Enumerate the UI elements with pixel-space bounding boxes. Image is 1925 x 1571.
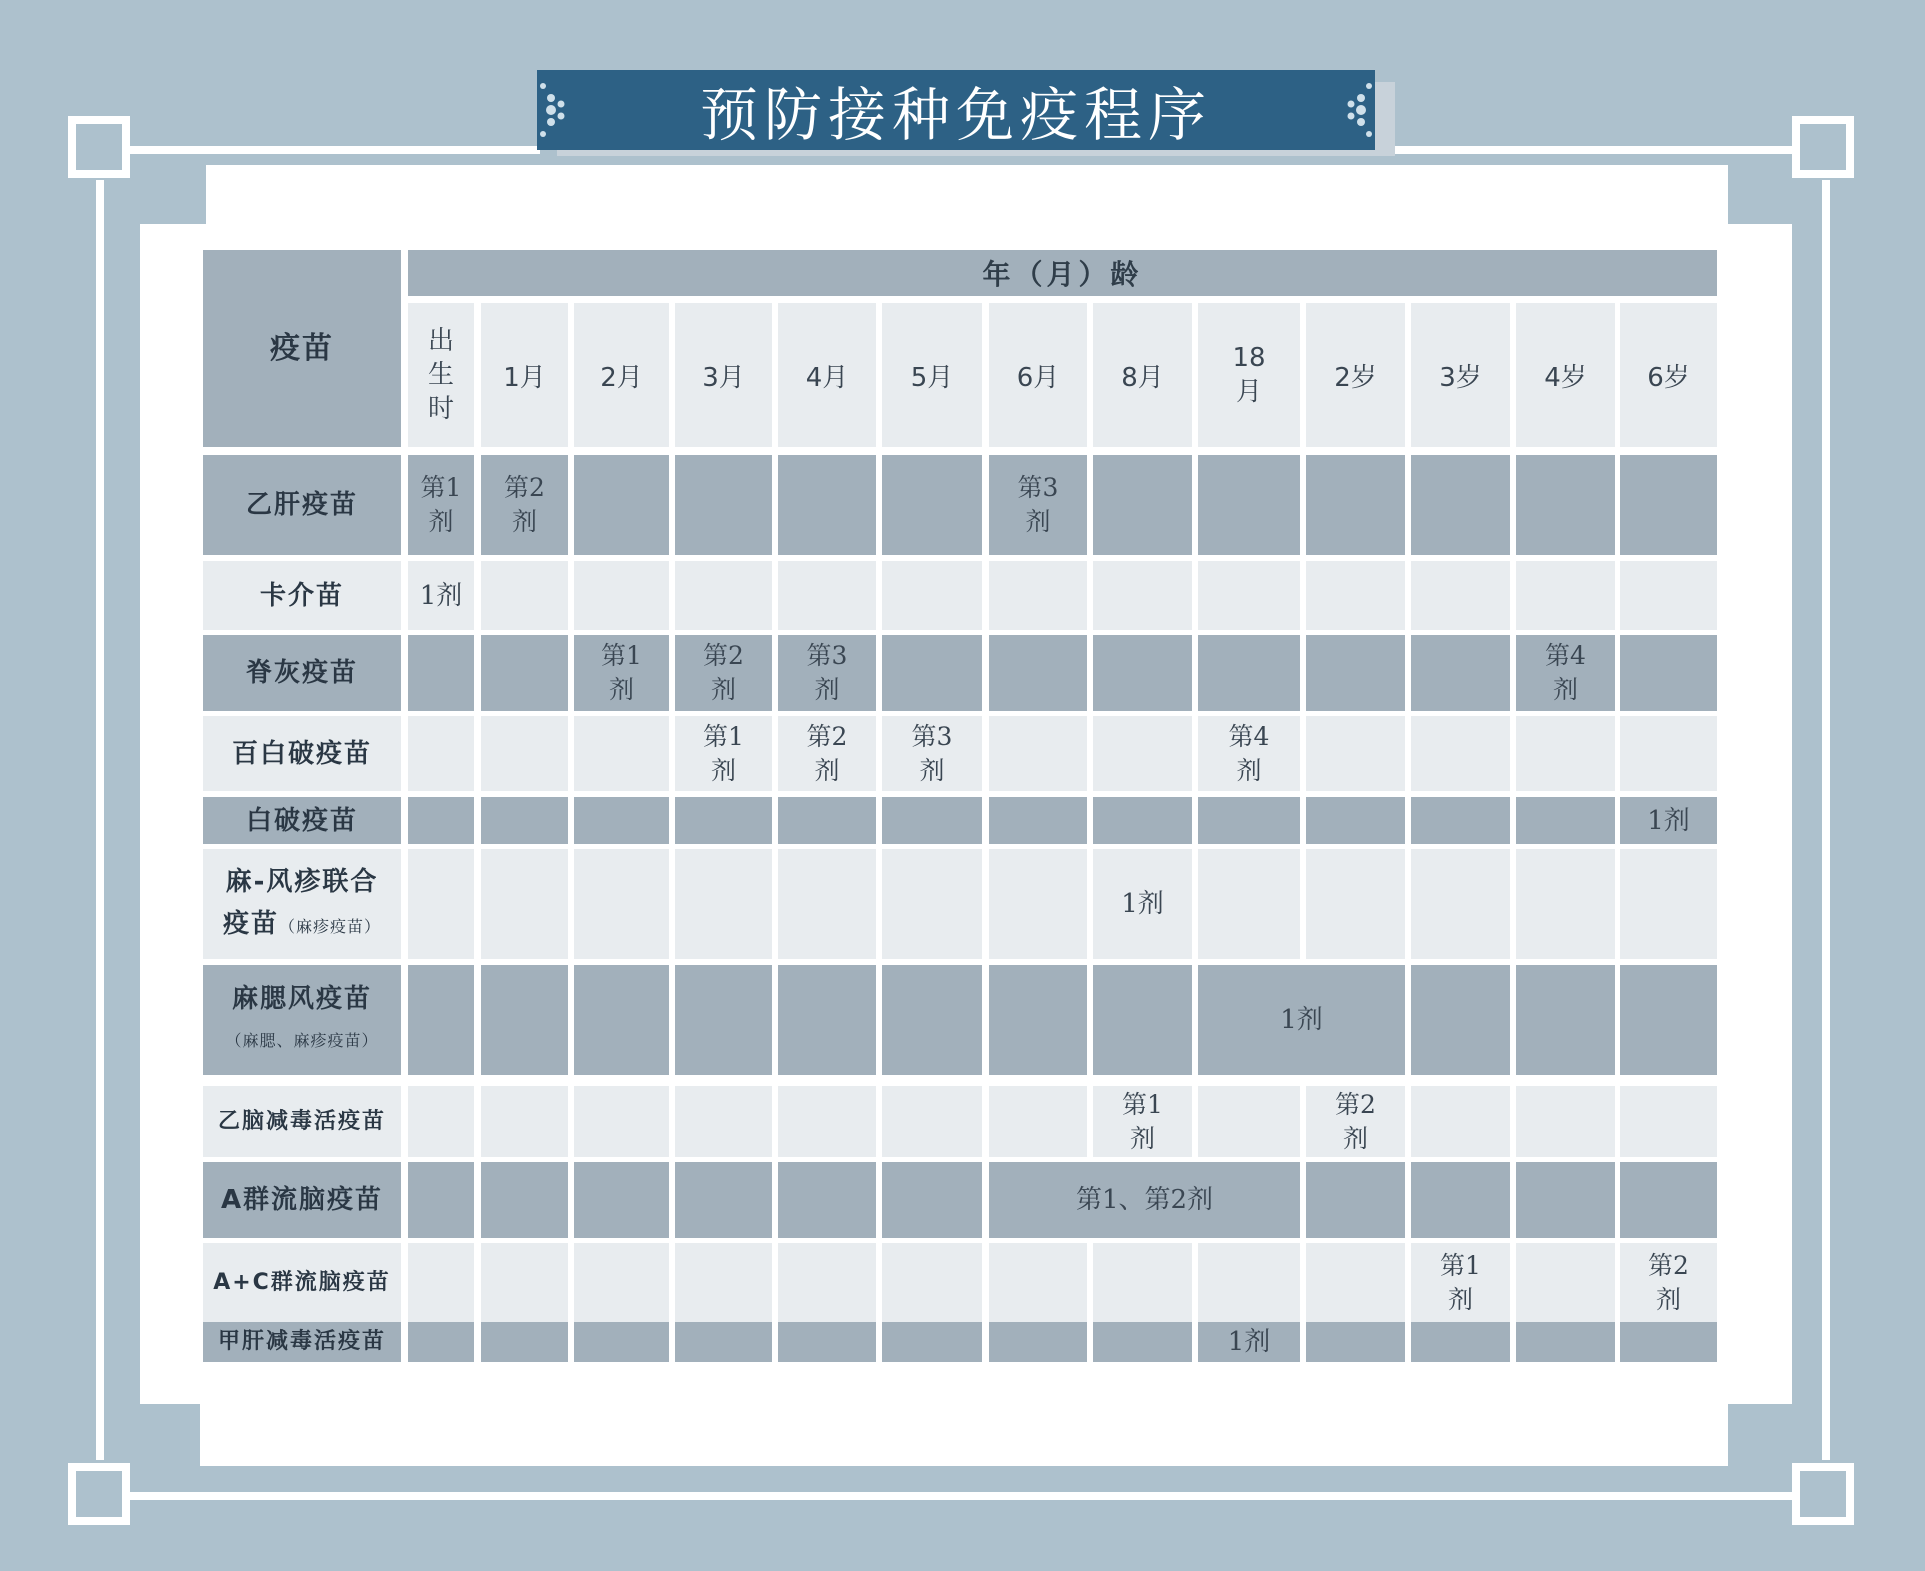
age-header-label: 5月	[910, 362, 954, 393]
age-header-cell	[1411, 303, 1510, 447]
empty-cell	[1620, 965, 1717, 1075]
dose-cell	[778, 716, 876, 791]
empty-cell	[574, 455, 669, 555]
vaccine-name-line: 麻腮风疫苗	[231, 984, 372, 1014]
vaccine-name: 百白破疫苗	[231, 738, 372, 769]
age-header-label: 6岁	[1647, 362, 1690, 393]
empty-cell	[1198, 797, 1300, 844]
empty-cell	[481, 1322, 568, 1362]
empty-cell	[1306, 849, 1405, 959]
vaccine-column-header	[203, 250, 401, 447]
vaccine-name-cell	[203, 849, 401, 959]
dose-cell	[778, 635, 876, 711]
frame-bottom-line	[130, 1492, 1795, 1500]
vaccine-name-cell	[203, 797, 401, 844]
vaccine-name-cell	[203, 1322, 401, 1362]
dose-cell	[1620, 797, 1717, 844]
empty-cell	[574, 797, 669, 844]
empty-cell	[1093, 1322, 1192, 1362]
empty-cell	[1516, 1243, 1615, 1322]
age-header-label: 6月	[1016, 362, 1060, 393]
empty-cell	[1620, 561, 1717, 630]
empty-cell	[481, 965, 568, 1075]
age-header-label: 4岁	[1544, 362, 1587, 393]
empty-cell	[1411, 1086, 1510, 1157]
age-group-label: 年（月）龄	[982, 258, 1143, 291]
empty-cell	[574, 849, 669, 959]
empty-cell	[1516, 455, 1615, 555]
empty-cell	[675, 455, 772, 555]
empty-cell	[1306, 1162, 1405, 1238]
dose-label: 第3剂	[911, 721, 953, 785]
empty-cell	[481, 1162, 568, 1238]
empty-cell	[1093, 561, 1192, 630]
empty-cell	[1093, 716, 1192, 791]
dose-cell	[989, 1162, 1300, 1238]
age-header-cell	[1516, 303, 1615, 447]
content-panel-lower	[200, 1400, 1728, 1466]
dose-label: 1剂	[1647, 805, 1690, 836]
vaccine-name-cell	[203, 1086, 401, 1157]
age-header-label: 2月	[600, 362, 643, 393]
dose-cell	[1093, 849, 1192, 959]
dose-text-wrap	[696, 639, 752, 707]
dose-label: 第1剂	[601, 641, 642, 704]
empty-cell	[1516, 561, 1615, 630]
vaccine-name: 乙脑减毒活疫苗	[217, 1108, 386, 1134]
empty-cell	[1198, 455, 1300, 555]
vaccine-name-cell	[203, 1162, 401, 1238]
empty-cell	[1093, 455, 1192, 555]
empty-cell	[1093, 797, 1192, 844]
dose-label: 第4剂	[1545, 641, 1586, 704]
title-banner	[537, 70, 1375, 150]
dose-cell	[574, 635, 669, 711]
empty-cell	[1411, 965, 1510, 1075]
empty-cell	[1620, 1322, 1717, 1362]
age-header-wrap	[426, 324, 456, 426]
dose-label: 第1剂	[1122, 1089, 1163, 1153]
empty-cell	[574, 965, 669, 1075]
vaccine-name-cell	[203, 965, 401, 1075]
flower-ornament-icon	[1345, 70, 1375, 150]
dose-cell	[1198, 965, 1405, 1075]
empty-cell	[1198, 635, 1300, 711]
empty-cell	[989, 716, 1087, 791]
dose-cell	[1620, 1243, 1717, 1322]
empty-cell	[1620, 455, 1717, 555]
dose-label: 第3剂	[806, 641, 848, 704]
empty-cell	[481, 716, 568, 791]
age-header-label: 出生时	[427, 326, 454, 424]
dose-label: 第2剂	[504, 473, 545, 536]
dose-text-wrap	[594, 639, 650, 707]
frame-top-left-line	[130, 146, 540, 154]
frame-corner-top-right	[1792, 116, 1854, 178]
age-group-header	[408, 250, 1717, 296]
empty-cell	[882, 561, 982, 630]
dose-label: 第2剂	[806, 721, 848, 785]
empty-cell	[882, 1322, 982, 1362]
age-header-label: 8月	[1121, 362, 1164, 393]
frame-right-line	[1822, 180, 1830, 1460]
dose-text-wrap	[1433, 1249, 1489, 1317]
dose-text-wrap	[413, 471, 469, 539]
empty-cell	[408, 965, 474, 1075]
empty-cell	[675, 1086, 772, 1157]
empty-cell	[481, 635, 568, 711]
vaccine-name-line-2	[223, 903, 381, 948]
empty-cell	[989, 561, 1087, 630]
dose-cell	[1516, 635, 1615, 711]
empty-cell	[882, 455, 982, 555]
empty-cell	[574, 716, 669, 791]
empty-cell	[778, 455, 876, 555]
empty-cell	[882, 797, 982, 844]
frame-top-right-line	[1385, 146, 1795, 154]
empty-cell	[1198, 849, 1300, 959]
empty-cell	[481, 1243, 568, 1322]
empty-cell	[408, 797, 474, 844]
dose-text-wrap	[799, 720, 855, 788]
age-header-cell	[574, 303, 669, 447]
empty-cell	[1306, 455, 1405, 555]
dose-cell	[408, 455, 474, 555]
age-header-cell	[778, 303, 876, 447]
age-header-label: 4月	[805, 362, 849, 393]
empty-cell	[408, 1322, 474, 1362]
dose-label: 第1、第2剂	[1075, 1185, 1214, 1215]
empty-cell	[1306, 797, 1405, 844]
dose-cell	[989, 455, 1087, 555]
dose-label: 第1剂	[420, 473, 462, 536]
empty-cell	[1411, 797, 1510, 844]
vaccine-name-cell	[203, 455, 401, 555]
empty-cell	[1411, 635, 1510, 711]
age-header-label: 1月	[503, 362, 546, 393]
empty-cell	[778, 1322, 876, 1362]
flower-ornament-icon	[537, 70, 567, 150]
page-title: 预防接种免疫程序	[699, 81, 1212, 149]
empty-cell	[1411, 1322, 1510, 1362]
age-header-label: 18月	[1232, 343, 1266, 407]
dose-cell	[1198, 1322, 1300, 1362]
empty-cell	[882, 849, 982, 959]
vaccine-name: 甲肝减毒活疫苗	[217, 1329, 386, 1354]
empty-cell	[989, 965, 1087, 1075]
empty-cell	[778, 965, 876, 1075]
dose-label: 1剂	[1227, 1327, 1271, 1357]
empty-cell	[408, 1243, 474, 1322]
vaccine-name: 卡介苗	[259, 580, 344, 611]
empty-cell	[675, 1322, 772, 1362]
empty-cell	[1620, 716, 1717, 791]
empty-cell	[989, 1086, 1087, 1157]
empty-cell	[1093, 635, 1192, 711]
empty-cell	[1198, 1086, 1300, 1157]
dose-cell	[1411, 1243, 1510, 1322]
dose-label: 第2剂	[1335, 1089, 1376, 1153]
empty-cell	[1516, 716, 1615, 791]
dose-text-wrap	[696, 720, 752, 788]
empty-cell	[675, 1243, 772, 1322]
dose-cell	[408, 561, 474, 630]
dose-cell	[481, 455, 568, 555]
age-header-wrap	[1229, 341, 1269, 409]
vaccine-name-line: 疫苗	[222, 908, 279, 939]
empty-cell	[778, 1243, 876, 1322]
frame-corner-bottom-left	[68, 1463, 130, 1525]
empty-cell	[778, 1086, 876, 1157]
dose-label: 第2剂	[1648, 1250, 1689, 1314]
vaccine-name: 脊灰疫苗	[245, 658, 358, 688]
empty-cell	[1411, 1162, 1510, 1238]
empty-cell	[989, 1243, 1087, 1322]
empty-cell	[675, 849, 772, 959]
vaccine-name: 乙肝疫苗	[245, 490, 358, 520]
empty-cell	[408, 1162, 474, 1238]
vaccine-name-wrap	[225, 978, 378, 1062]
empty-cell	[1198, 561, 1300, 630]
age-header-cell	[1620, 303, 1717, 447]
empty-cell	[989, 635, 1087, 711]
age-header-label: 3岁	[1439, 362, 1482, 393]
empty-cell	[1516, 849, 1615, 959]
empty-cell	[882, 965, 982, 1075]
empty-cell	[989, 1322, 1087, 1362]
frame-corner-bottom-right	[1792, 1463, 1854, 1525]
vaccine-name-cell	[203, 1243, 401, 1322]
vaccine-column-label: 疫苗	[270, 330, 334, 366]
vaccine-name-cell	[203, 716, 401, 791]
vaccine-name-cell	[203, 561, 401, 630]
age-header-cell	[989, 303, 1087, 447]
empty-cell	[1516, 1086, 1615, 1157]
dose-label: 1剂	[1280, 1005, 1323, 1035]
empty-cell	[1516, 1322, 1615, 1362]
age-header-cell	[408, 303, 474, 447]
dose-text-wrap	[904, 720, 960, 788]
empty-cell	[1620, 1162, 1717, 1238]
empty-cell	[882, 1086, 982, 1157]
empty-cell	[675, 1162, 772, 1238]
dose-text-wrap	[1115, 1088, 1171, 1156]
dose-label: 1剂	[419, 580, 463, 611]
empty-cell	[481, 1086, 568, 1157]
empty-cell	[1411, 849, 1510, 959]
empty-cell	[1620, 849, 1717, 959]
dose-text-wrap	[1328, 1088, 1384, 1156]
frame-left-line	[96, 180, 104, 1460]
vaccine-name: A+C群流脑疫苗	[213, 1269, 391, 1295]
empty-cell	[1198, 1243, 1300, 1322]
empty-cell	[778, 561, 876, 630]
age-header-cell	[481, 303, 568, 447]
empty-cell	[574, 1322, 669, 1362]
dose-text-wrap	[497, 471, 553, 539]
dose-text-wrap	[1641, 1249, 1697, 1317]
empty-cell	[1306, 635, 1405, 711]
dose-cell	[882, 716, 982, 791]
empty-cell	[574, 561, 669, 630]
empty-cell	[778, 849, 876, 959]
empty-cell	[989, 849, 1087, 959]
empty-cell	[1411, 561, 1510, 630]
frame-corner-top-left	[68, 116, 130, 178]
empty-cell	[1411, 716, 1510, 791]
empty-cell	[989, 797, 1087, 844]
empty-cell	[675, 561, 772, 630]
empty-cell	[574, 1243, 669, 1322]
dose-cell	[1093, 1086, 1192, 1157]
vaccine-note: （麻腮、麻疹疫苗）	[225, 1031, 379, 1050]
empty-cell	[1306, 561, 1405, 630]
vaccine-name: 白破疫苗	[245, 805, 358, 836]
vaccine-name-line: 麻-风疹联合	[225, 866, 379, 897]
age-header-cell	[1093, 303, 1192, 447]
age-header-cell	[675, 303, 772, 447]
empty-cell	[574, 1162, 669, 1238]
empty-cell	[408, 849, 474, 959]
empty-cell	[408, 635, 474, 711]
age-header-cell	[882, 303, 982, 447]
empty-cell	[1411, 455, 1510, 555]
empty-cell	[1516, 965, 1615, 1075]
dose-cell	[675, 716, 772, 791]
empty-cell	[1516, 797, 1615, 844]
empty-cell	[481, 797, 568, 844]
empty-cell	[1093, 965, 1192, 1075]
empty-cell	[675, 965, 772, 1075]
empty-cell	[481, 561, 568, 630]
dose-label: 第1剂	[703, 721, 744, 785]
empty-cell	[778, 797, 876, 844]
dose-label: 第4剂	[1228, 721, 1270, 785]
empty-cell	[778, 1162, 876, 1238]
empty-cell	[574, 1086, 669, 1157]
vaccine-note: （麻疹疫苗）	[279, 916, 382, 936]
dose-cell	[1198, 716, 1300, 791]
empty-cell	[1093, 1243, 1192, 1322]
empty-cell	[408, 716, 474, 791]
dose-label: 第1剂	[1440, 1250, 1481, 1314]
dose-text-wrap	[799, 639, 855, 707]
empty-cell	[882, 635, 982, 711]
dose-label: 第2剂	[703, 641, 744, 704]
empty-cell	[1306, 1322, 1405, 1362]
empty-cell	[1306, 716, 1405, 791]
vaccine-name-cell	[203, 635, 401, 711]
content-panel-upper	[206, 165, 1728, 225]
empty-cell	[1516, 1162, 1615, 1238]
empty-cell	[1620, 635, 1717, 711]
empty-cell	[408, 1086, 474, 1157]
vaccine-name: A群流脑疫苗	[220, 1185, 384, 1215]
dose-label: 1剂	[1121, 889, 1164, 919]
age-header-label: 3月	[702, 362, 745, 393]
age-header-label: 2岁	[1334, 362, 1377, 393]
empty-cell	[882, 1162, 982, 1238]
dose-text-wrap	[1221, 720, 1277, 788]
age-header-cell	[1306, 303, 1405, 447]
dose-cell	[675, 635, 772, 711]
age-header-cell	[1198, 303, 1300, 447]
dose-cell	[1306, 1086, 1405, 1157]
empty-cell	[675, 797, 772, 844]
empty-cell	[882, 1243, 982, 1322]
empty-cell	[481, 849, 568, 959]
dose-text-wrap	[1010, 471, 1066, 539]
empty-cell	[1620, 1086, 1717, 1157]
dose-text-wrap	[1538, 639, 1594, 707]
dose-label: 第3剂	[1017, 473, 1059, 536]
empty-cell	[1306, 1243, 1405, 1322]
vaccine-name-wrap	[223, 861, 381, 948]
